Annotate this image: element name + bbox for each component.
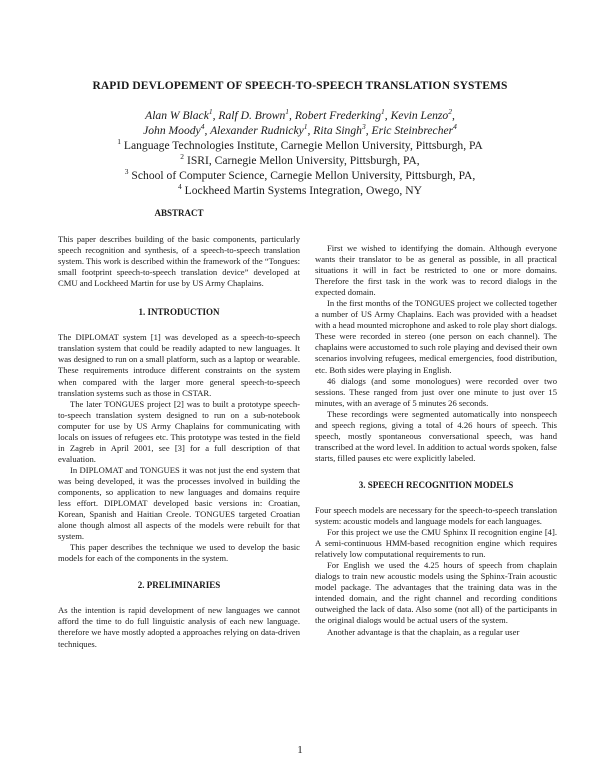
author-name: Eric Steinbrecher: [371, 124, 454, 137]
affiliation-1: [0, 138, 600, 153]
introduction-heading: 1. INTRODUCTION: [138, 307, 220, 318]
affiliation-4: [0, 183, 600, 198]
body-paragraph: These recordings were segmented automatically into nonspeech and speech regions, giving a total of 4.26 hours of speech. This speech, mostly spontaneous conversational speech, was hand transcribed at the word level. In addition to actual words spoken, false starts, filled pauses etc were explicitly labeled.: [315, 408, 557, 463]
affiliation-text: Language Technologies Institute, Carnegie Mellon University, Pittsburgh, PA: [123, 139, 483, 152]
affiliation-text: School of Computer Science, Carnegie Mellon University, Pittsburgh, PA,: [131, 169, 476, 182]
preliminaries-paragraph: As the intention is rapid development of new languages we cannot afford the time to do full linguistic analysis of each new language. therefore we have mostly adopted a approaches relying on data-driven techniques.: [58, 605, 300, 649]
author-sup: 1: [381, 107, 385, 117]
preliminaries-heading: 2. PRELIMINARIES: [137, 580, 221, 591]
speech-paragraph: For this project we use the CMU Sphinx II recognition engine [4]. A semi-continuous HMM-based recognition engine which requires relatively low computational requirements to run.: [315, 527, 557, 560]
author-name: Kevin Lenzo: [390, 109, 449, 122]
intro-paragraph: This paper describes the technique we used to develop the basic models for each of the components in the system.: [58, 542, 300, 564]
author-line-1: Alan W Black$^1$, Ralf D. Brown$^1$, Robert Frederking$^1$, Kevin Lenzo$^2$,: [145, 107, 455, 122]
body-paragraph: First we wished to identifying the domain. Although everyone wants their translator to be as general as possible, in all practical situations it will in fact be restricted to one or more domains. Therefore the first task in the work was to record dialogs in the expected domain.: [315, 243, 557, 298]
speech-paragraph: Another advantage is that the chaplain, as a regular user: [327, 626, 520, 637]
intro-paragraph: In DIPLOMAT and TONGUES it was not just the end system that was being developed, it was the processes involved in building the components, so application to new languages and domains require less effort. DIPLOMAT developed basic versions in: Croatian, Korean, Spanish and Haitian Creole. TONGUES targeted Croatian alone though almost all aspects of the models were rebuilt for that system.: [58, 464, 300, 542]
left-column: [58, 208, 300, 650]
affiliation-sup: 2: [180, 152, 185, 162]
speech-paragraph: Four speech models are necessary for the speech-to-speech translation system: acoustic models and language models for each languages.: [315, 504, 557, 527]
affiliation-text: ISRI, Carnegie Mellon University, Pittsburgh, PA,: [186, 154, 420, 167]
author-name: Alan W Black: [145, 109, 209, 122]
author-name: Rita Singh: [313, 124, 362, 137]
abstract-heading: ABSTRACT: [154, 208, 204, 218]
author-name: Robert Frederking: [294, 109, 382, 122]
author-sup: 4: [453, 122, 457, 132]
affiliation-text: Lockheed Martin Systems Integration, Owego, NY: [184, 184, 422, 197]
body-paragraph: 46 dialogs (and some monologues) were recorded over two sessions. These ranged from just over one minute to just over 15 minutes, with an average of 5 minutes 26 seconds.: [315, 375, 557, 408]
intro-paragraph: The later TONGUES project [2] was to built a prototype speech-to-speech translation system designed to run on a sub-notebook computer for use by US Army Chaplains for communicating with locals on issues of refugees etc. This prototype was tested in the field in Zagreb in April 2001, see [3] for a full description of that evaluation.: [58, 398, 300, 464]
author-sup: 4: [200, 122, 205, 132]
affiliation-sup: 4: [178, 182, 182, 192]
author-sup: 2: [448, 107, 452, 117]
author-sup: 1: [303, 122, 308, 132]
abstract-text: This paper describes building of the basic components, particularly speech recognition and synthesis, of a speech-to-speech translation system. This work is described within the framework of the “Tongues: small footprint speech-to-speech translation device” developed at CMU and Lockheed Martin for use by US Army Chaplains.: [58, 234, 300, 289]
author-sup: 1: [208, 107, 213, 117]
speech-recognition-heading: 3. SPEECH RECOGNITION MODELS: [358, 479, 514, 490]
author-name: Alexander Rudnicky: [210, 124, 304, 137]
page-number: 1: [297, 744, 303, 756]
right-column: [315, 243, 557, 638]
affiliation-sup: 1: [117, 137, 121, 147]
author-line-2: John Moody$^4$, Alexander Rudnicky$^1$, Rita Singh$^3$, Eric Steinbrecher$^4$: [143, 122, 457, 137]
paper-title: RAPID DEVLOPEMENT OF SPEECH-TO-SPEECH TRANSLATION SYSTEMS: [92, 80, 508, 92]
author-name: John Moody: [143, 124, 201, 137]
intro-paragraph: The DIPLOMAT system [1] was developed as a speech-to-speech translation system that could be readily adapted to new languages. It was designed to run on a small platform, such as a laptop or wearable. These requirements introduce different constraints on the system when compared with the larger more general speech-to-speech translation systems such as those in CSTAR.: [58, 332, 300, 398]
author-sup: 3: [361, 122, 366, 132]
affiliation-3: [0, 168, 600, 183]
speech-paragraph: For English we used the 4.25 hours of speech from chaplain dialogs to train new acoustic models using the Sphinx-Train acoustic model package. The advantages that the training data was in the intended domain, and the right channel and recording conditions outweighed the lack of data. Also some (not all) of the participants in the original dialogs would be actual users of the system.: [315, 560, 557, 626]
affiliation-sup: 3: [124, 167, 129, 177]
author-block: [0, 108, 600, 198]
author-sup: 1: [285, 107, 290, 117]
author-name: Ralf D. Brown: [218, 109, 286, 122]
body-paragraph: In the first months of the TONGUES project we collected together a number of US Army Chaplains. Each was provided with a headset with a head mounted microphone and asked to role play short dialogs. These were recorded in stereo (one person on each channel). The chaplains were accustomed to such role playing and devised their own scenarios involving refugees, medical emergencies, food distribution, etc. Both sides were playing in English.: [315, 298, 557, 375]
affiliation-2: [0, 153, 600, 168]
